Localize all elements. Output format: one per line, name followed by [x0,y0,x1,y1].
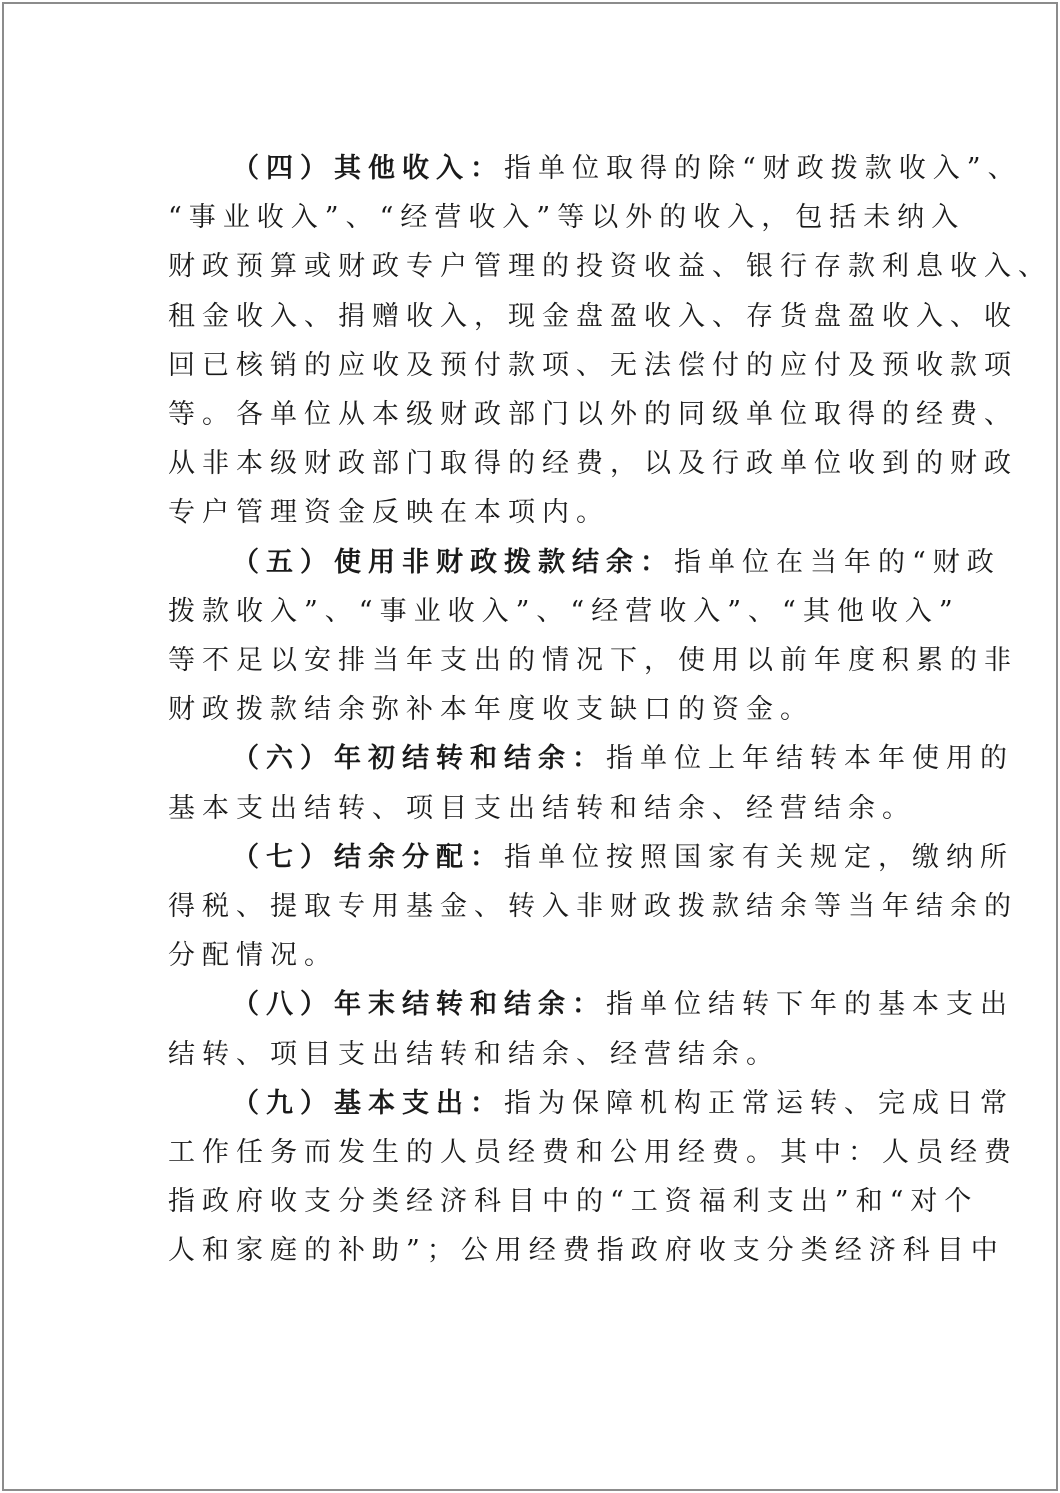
paragraph-other-income [168,144,1052,538]
paragraph-line: 工作任务而发生的人员经费和公用经费。其中：人员经费 [168,1137,1018,1169]
paragraph-text: 指单位按照国家有关规定，缴纳所 [504,841,1014,873]
paragraph-line: 租金收入、捐赠收入，现金盘盈收入、存货盘盈收入、收 [168,300,1018,332]
paragraph-line: 等。各单位从本级财政部门以外的同级单位取得的经费、 [168,399,1018,431]
paragraph-line: 回已核销的应收及预付款项、无法偿付的应付及预收款项 [168,349,1018,381]
paragraph-text: 指单位上年结转本年使用的 [606,743,1014,775]
paragraph-basic-expenditure [168,1079,1018,1276]
paragraph-line: 基本支出结转、项目支出结转和结余、经营结余。 [168,792,916,824]
paragraph-line: 得税、提取专用基金、转入非财政拨款结余等当年结余的 [168,891,1018,923]
paragraph-first-line [168,144,1022,193]
paragraph-line: 分配情况。 [168,940,338,972]
paragraph-text: 指单位取得的除“财政拨款收入”、 [504,153,1022,184]
paragraph-first-line [168,1079,1014,1128]
paragraph-non-fiscal-balance [168,538,1018,735]
paragraph-first-line [168,980,1014,1029]
paragraph-heading: （九）基本支出： [232,1087,504,1119]
paragraph-year-end-carryover [168,980,1014,1078]
paragraph-text: 指单位在当年的“财政 [674,546,1001,578]
paragraph-first-line [168,833,1014,882]
paragraph-line: 从非本级财政部门取得的经费，以及行政单位收到的财政 [168,448,1018,480]
paragraph-line: 结转、项目支出结转和结余、经营结余。 [168,1038,780,1070]
paragraph-heading: （八）年末结转和结余： [232,989,606,1021]
paragraph-line: 专户管理资金反映在本项内。 [168,497,610,529]
paragraph-beginning-carryover [168,734,1014,832]
paragraph-balance-distribution [168,833,1018,981]
paragraph-first-line [168,538,1001,587]
paragraph-line: 等不足以安排当年支出的情况下，使用以前年度积累的非 [168,645,1018,677]
paragraph-heading: （六）年初结转和结余： [232,743,606,775]
document-body [168,144,1052,1276]
paragraph-line: 拨款收入”、“事业收入”、“经营收入”、“其他收入” [168,595,960,627]
paragraph-first-line [168,734,1014,783]
paragraph-line: “事业收入”、“经营收入”等以外的收入，包括未纳入 [168,202,966,234]
paragraph-line: 财政拨款结余弥补本年度收支缺口的资金。 [168,694,814,726]
paragraph-line: 人和家庭的补助”；公用经费指政府收支分类经济科目中 [168,1235,1005,1267]
document-page [2,2,1058,1491]
paragraph-heading: （七）结余分配： [232,841,504,873]
paragraph-line: 指政府收支分类经济科目中的“工资福利支出”和“对个 [168,1186,979,1218]
paragraph-heading: （五）使用非财政拨款结余： [232,546,674,578]
paragraph-line: 财政预算或财政专户管理的投资收益、银行存款利息收入、 [168,251,1052,283]
paragraph-heading: （四）其他收入： [232,153,504,184]
paragraph-text: 指为保障机构正常运转、完成日常 [504,1087,1014,1119]
paragraph-text: 指单位结转下年的基本支出 [606,989,1014,1021]
